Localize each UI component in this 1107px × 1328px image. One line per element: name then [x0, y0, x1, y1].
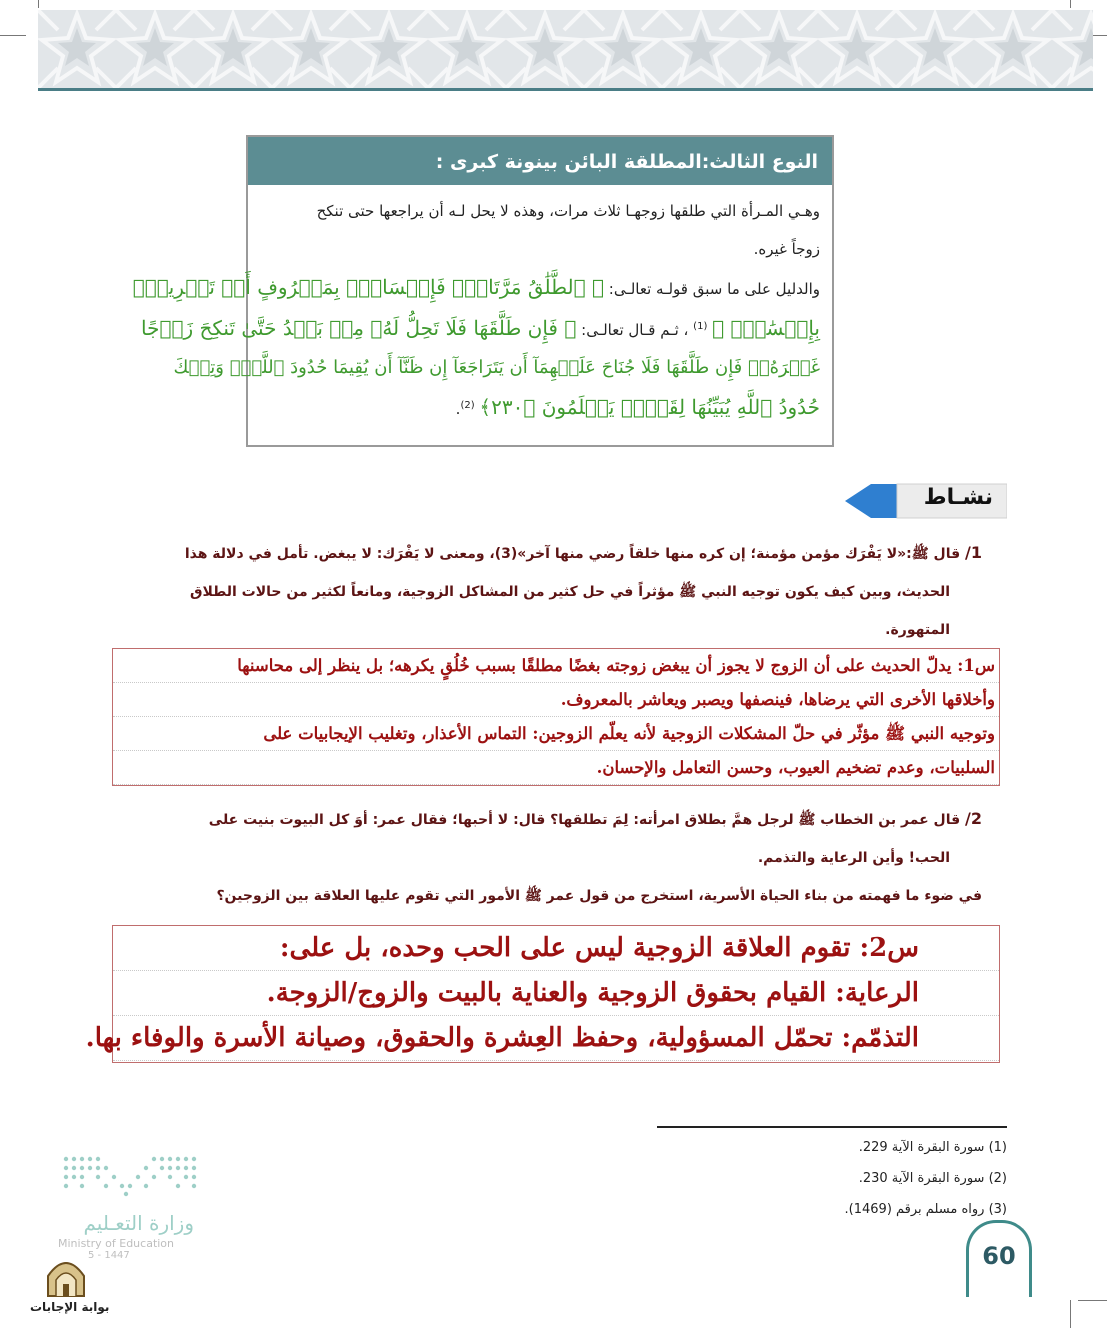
evidence-line-1 — [132, 268, 820, 308]
answer-1-line-1: س1: يدلّ الحديث على أن الزوج لا يجوز أن يبغض زوجته بغضًا مطلقًا بسبب خُلُقٍ يكرهه؛ بل ينظر إلى محاسنها — [113, 649, 999, 683]
question-1 — [130, 534, 982, 649]
answer-1-box — [112, 648, 1000, 786]
question-2-text-1: قال عمر بن الخطاب ﷺ لرجل همَّ بطلاق امرأته: لِمَ تطلقها؟ قال: لا أحبها؛ فقال عمر: أوَ كل البيوت بنيت على — [208, 812, 961, 828]
page-number: 60 — [966, 1220, 1032, 1297]
footnote-ref-2: (2) — [460, 400, 475, 411]
verse-2-line-3: غَيۡرَهُۥۗ فَإِن طَلَّقَهَا فَلَا جُنَاحَ عَلَيۡهِمَآ أَن يَتَرَاجَعَآ إِن ظَنَّآ أَن يُقِيمَا حُدُودَ ٱللَّهِۗ وَتِلۡكَ — [173, 357, 820, 378]
answer-1-line-2: وأخلاقها الأخرى التي يرضاها، فينصفها ويصبر ويعاشر بالمعروف. — [113, 683, 999, 717]
decorative-header-band — [38, 10, 1093, 91]
crop-mark-bottom-right-v — [1070, 1300, 1071, 1328]
verse-2-line-4: حُدُودُ ٱللَّهِ يُبَيِّنُهَا لِقَوۡمٖ يَعۡلَمُونَ ﴿٢٣٠﴾ — [479, 395, 820, 419]
card-body — [132, 192, 820, 428]
then-said: ، ثـم قـال تعالـى: — [581, 321, 689, 339]
evidence-line-4: حُدُودُ ٱللَّهِ يُبَيِّنُهَا لِقَوۡمٖ يَعۡلَمُونَ ﴿٢٣٠﴾ $^{(2)}$. — [455, 395, 820, 419]
geometric-pattern — [38, 10, 1093, 88]
card-title: النوع الثالث:المطلقة البائن بينونة كبرى : — [248, 137, 832, 185]
crop-mark-top-left-v — [38, 0, 39, 8]
question-2-number: 2/ — [965, 809, 982, 828]
question-1-number: 1/ — [965, 543, 982, 562]
question-1-line-3: المتهورة. — [885, 622, 950, 638]
footnote-3: (3) رواه مسلم برقم (1469). — [844, 1202, 1007, 1217]
ministry-arabic-name: وزارة التعـليم — [83, 1211, 194, 1235]
footnote-ref-1: (1) — [693, 321, 708, 332]
footnote-2: (2) سورة البقرة الآية 230. — [858, 1171, 1007, 1186]
crop-mark-bottom-right — [1078, 1300, 1107, 1301]
ministry-english-name: Ministry of Education — [58, 1237, 175, 1250]
definition-card — [132, 135, 834, 447]
question-1-line-1 — [130, 534, 982, 573]
question-2-line-3: في ضوء ما فهمته من بناء الحياة الأسرية، استخرج من قول عمر ﷺ الأمور التي تقوم عليها العلاقة بين الزوجين؟ — [216, 888, 982, 904]
ministry-year: 5 - 1447 — [88, 1250, 130, 1261]
answer-2-line-2: الرعاية: القيام بحقوق الزوجية والعناية بالبيت والزوج/الزوجة. — [113, 971, 999, 1016]
answer-2-line-3: التذمّم: تحمّل المسؤولية، وحفظ العِشرة والحقوق، وصيانة الأسرة والوفاء بها. — [113, 1016, 999, 1061]
verse-2-start: ﴿ فَإِن طَلَّقَهَا فَلَا تَحِلُّ لَهُۥ مِنۢ بَعۡدُ حَتَّىٰ تَنكِحَ زَوۡجًا — [141, 316, 577, 340]
activity-tab — [845, 482, 1007, 520]
ministry-logo — [58, 1155, 208, 1270]
definition-line-1: وهـي المـرأة التي طلقها زوجهـا ثلاث مرات، وهذه لا يحل لـه أن يراجعها حتى تنكح — [316, 202, 820, 220]
crop-mark-top-right-v — [1070, 0, 1071, 8]
verse-1: ﴿ ٱلطَّلَٰقُ مَرَّتَانِۖ فَإِمۡسَاكُۢ بِمَعۡرُوفٍ أَوۡ تَسۡرِيحُۢ — [132, 275, 604, 299]
question-2-line-2: الحب! وأين الرعاية والتذمم. — [757, 850, 950, 866]
watermark-building-icon — [44, 1256, 88, 1298]
footnote-1: (1) سورة البقرة الآية 229. — [858, 1140, 1007, 1155]
question-2 — [130, 800, 982, 915]
evidence-line-2 — [141, 308, 820, 349]
question-2-line-1 — [130, 800, 982, 839]
activity-label: نشـاط — [923, 485, 993, 510]
answer-2-box — [85, 925, 1000, 1063]
verse-1-end: بِإِحۡسَٰنٖۗ ﴾ — [712, 316, 820, 340]
footnotes — [657, 1132, 1007, 1225]
evidence-intro: والدليل على ما سبق قولـه تعالـى: — [608, 280, 820, 298]
watermark-logo — [26, 1256, 110, 1318]
definition-line-2: زوجاً غيره. — [753, 240, 820, 258]
question-1-text-1: قال ﷺ:«لا يَفْرَك مؤمن مؤمنة؛ إن كره منها خلقاً رضي منها آخر»(3)، ومعنى لا يَفْرَك: لا يبغض. تأمل في دلالة هذا — [184, 546, 961, 562]
question-1-line-2: الحديث، وبين كيف يكون توجيه النبي ﷺ مؤثراً في حل كثير من المشاكل الزوجية، ومانعاً لكثير من حالات الطلاق — [189, 584, 950, 600]
crop-mark-top-left — [0, 35, 26, 36]
footnote-divider — [657, 1126, 1007, 1128]
answer-2-line-1: س2: تقوم العلاقة الزوجية ليس على الحب وحده، بل على: — [113, 926, 999, 971]
answer-1-line-3: وتوجيه النبي ﷺ مؤثّر في حلّ المشكلات الزوجية لأنه يعلّم الزوجين: التماس الأعذار، وتغليب الإيجابيات على — [113, 717, 999, 751]
ministry-dots-icon — [58, 1155, 198, 1197]
answer-1-line-4: السلبيات، وعدم تضخيم العيوب، وحسن التعامل والإحسان. — [113, 751, 999, 785]
watermark-text: بوابة الإجابات — [30, 1300, 110, 1314]
